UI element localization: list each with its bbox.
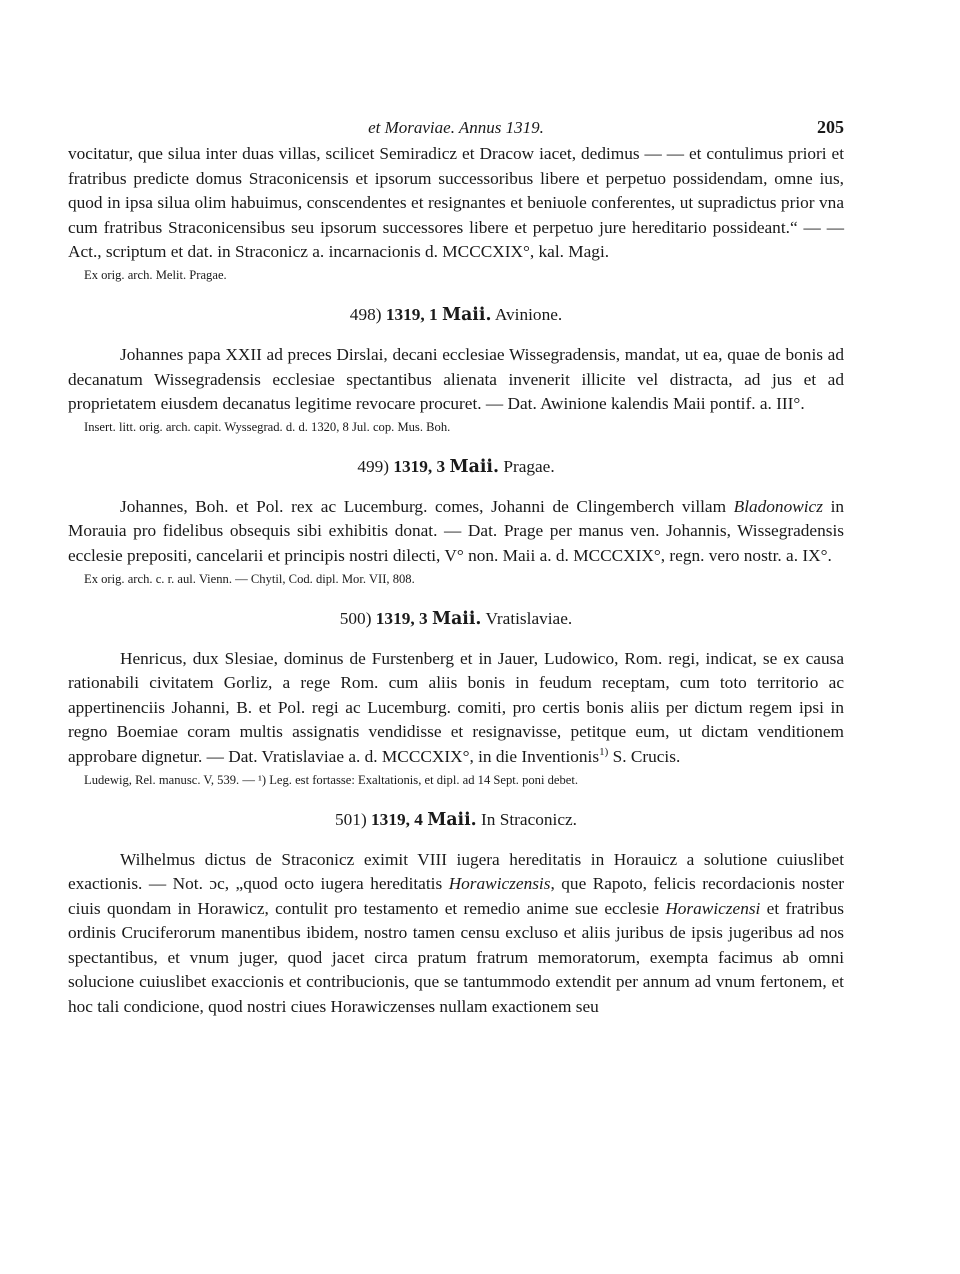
entry-heading-498	[68, 303, 844, 327]
entry-month: Maii.	[449, 456, 499, 477]
running-head	[68, 112, 844, 142]
entry-heading-500	[68, 607, 844, 631]
page-number: 205	[817, 117, 844, 137]
entry-month: Maii.	[431, 608, 482, 629]
entry-text-part: Henricus, dux Slesiae, dominus de Furstenberg et in Jauer, Ludowico, Rom. regi, indicat, se ex causa rationabili civitatem Gorliz, a rege Rom. cum aliis bonis in feudum receptam, cum toto territorio ac appertinenciis Johanni, B. et Pol. regi ac Lucemburg. comiti, pro certis bonis aliis per dictum regem ipsi in regno Boemiae coram multis assignatis vendidisse et resignavisse, petitque eum, ut dictam venditionem approbare dignetur. — Dat. Vratislaviae a. d. MCCCXIX°, in die Inventionis	[68, 648, 844, 766]
entry-place: In Straconicz.	[481, 809, 577, 829]
entry-number: 498)	[349, 304, 382, 324]
entry-number: 500)	[339, 608, 372, 628]
entry-heading-501	[68, 808, 844, 832]
entry-text-part: Wilhelmus dictus de Straconicz eximit VIII iugera hereditatis in Horauicz a solutione cuiuslibet exactionis. — Not. ɔc, „quod octo iugera hereditatis	[68, 849, 844, 894]
page	[68, 112, 844, 1020]
entry-date: 1319, 3	[393, 456, 446, 476]
entry-text-499	[68, 495, 844, 569]
entry-number: 499)	[357, 456, 390, 476]
entry-text-italic: Horawiczensi	[665, 898, 761, 918]
entry-text-italic: Horawiczensis	[448, 874, 551, 894]
entry-place: Vratislaviae.	[485, 608, 573, 628]
entry-source-499: Ex orig. arch. c. r. aul. Vienn. — Chytil, Cod. dipl. Mor. VII, 808.	[84, 571, 415, 586]
running-title: et Moraviae. Annus 1319.	[368, 118, 544, 137]
entry-month: Maii.	[427, 809, 477, 830]
entry-text-501	[68, 848, 844, 1020]
entry-text-part: Johannes, Boh. et Pol. rex ac Lucemburg. comes, Johanni de Clingemberch villam	[120, 496, 734, 516]
entry-text-498: Johannes papa XXII ad preces Dirslai, decani ecclesiae Wissegradensis, mandat, ut ea, quae de bonis ad decanatum Wissegradensis ecclesiae spectantibus alienata invenerit illicite vel distracta, ad jus et ad proprietatem eiusdem decanatus legitime revocare procuret. — Dat. Awinione kalendis Maii pontif. a. III°.	[68, 344, 844, 414]
entry-text-part: in Morauia pro fidelibus obsequis sibi exhibitis donat. — Dat. Prage per manus ven. Johannis, Wissegradensis ecclesie prepositi, cancelarii et principis nostri dilecti, V° non. Maii a. d. MCCCXIX°, regn. vero nostr. a. IX°.	[68, 496, 845, 565]
footnote-mark: 1)	[599, 746, 609, 759]
entry-source-498: Insert. litt. orig. arch. capit. Wyssegrad. d. d. 1320, 8 Jul. cop. Mus. Boh.	[84, 419, 451, 434]
entry-place: Avinione.	[494, 304, 563, 324]
entry-month: Maii.	[441, 304, 492, 325]
entry-place: Pragae.	[503, 456, 555, 476]
entry-text-part: S. Crucis.	[608, 746, 681, 766]
entry-date: 1319, 1	[385, 304, 438, 324]
entry-date: 1319, 3	[375, 608, 428, 628]
continuation-text: vocitatur, que silua inter duas villas, scilicet Semiradicz et Dracow iacet, dedimus — — et contulimus priori et fratribus predicte domus Straconicensis et ipsorum successoribus libere et perpetuo possidendam, omne ius, quod in ipsa silua olim habuimus, conscendentes et resignantes et beniuole conferentes, ut supradictus prior vna cum fratribus Straconicensibus seu ipsorum successores libere et perpetuo jure hereditario possideant.“ — — Act., scriptum et dat. in Straconicz a. incarnacionis d. MCCCXIX°, kal. Magi.	[68, 144, 844, 262]
entry-text-500	[68, 647, 844, 770]
entry-heading-499	[68, 455, 844, 479]
entry-text-italic: Bladonowicz	[733, 496, 823, 516]
continuation-source: Ex orig. arch. Melit. Pragae.	[84, 267, 227, 282]
entry-text-part: , que Rapoto, felicis recordacionis noster ciuis quondam in Horawicz, contulit pro testamento et remedio anime sue ecclesie	[68, 874, 844, 918]
entry-text-part: et fratribus ordinis Cruciferorum manentibus ibidem, nostro tamen censu excluso et aliis juribus de ipsis jugeribus ad nos spectantibus, et vnum juger, quod jacet circa pratum fratrum memoratorum, exempta facimus ab omni solucione cuiuslibet exaccionis et contribucionis, que se tantummodo extendit per annum ad vnum fertonem, et hoc tali condicione, quod nostri ciues Horawiczenses nullam exactionem seu	[68, 898, 844, 1017]
entry-source-500: Ludewig, Rel. manusc. V, 539. — ¹) Leg. est fortasse: Exaltationis, et dipl. ad 14 Sept. poni debet.	[84, 772, 579, 787]
entry-number: 501)	[335, 809, 367, 829]
entry-date: 1319, 4	[371, 809, 423, 829]
